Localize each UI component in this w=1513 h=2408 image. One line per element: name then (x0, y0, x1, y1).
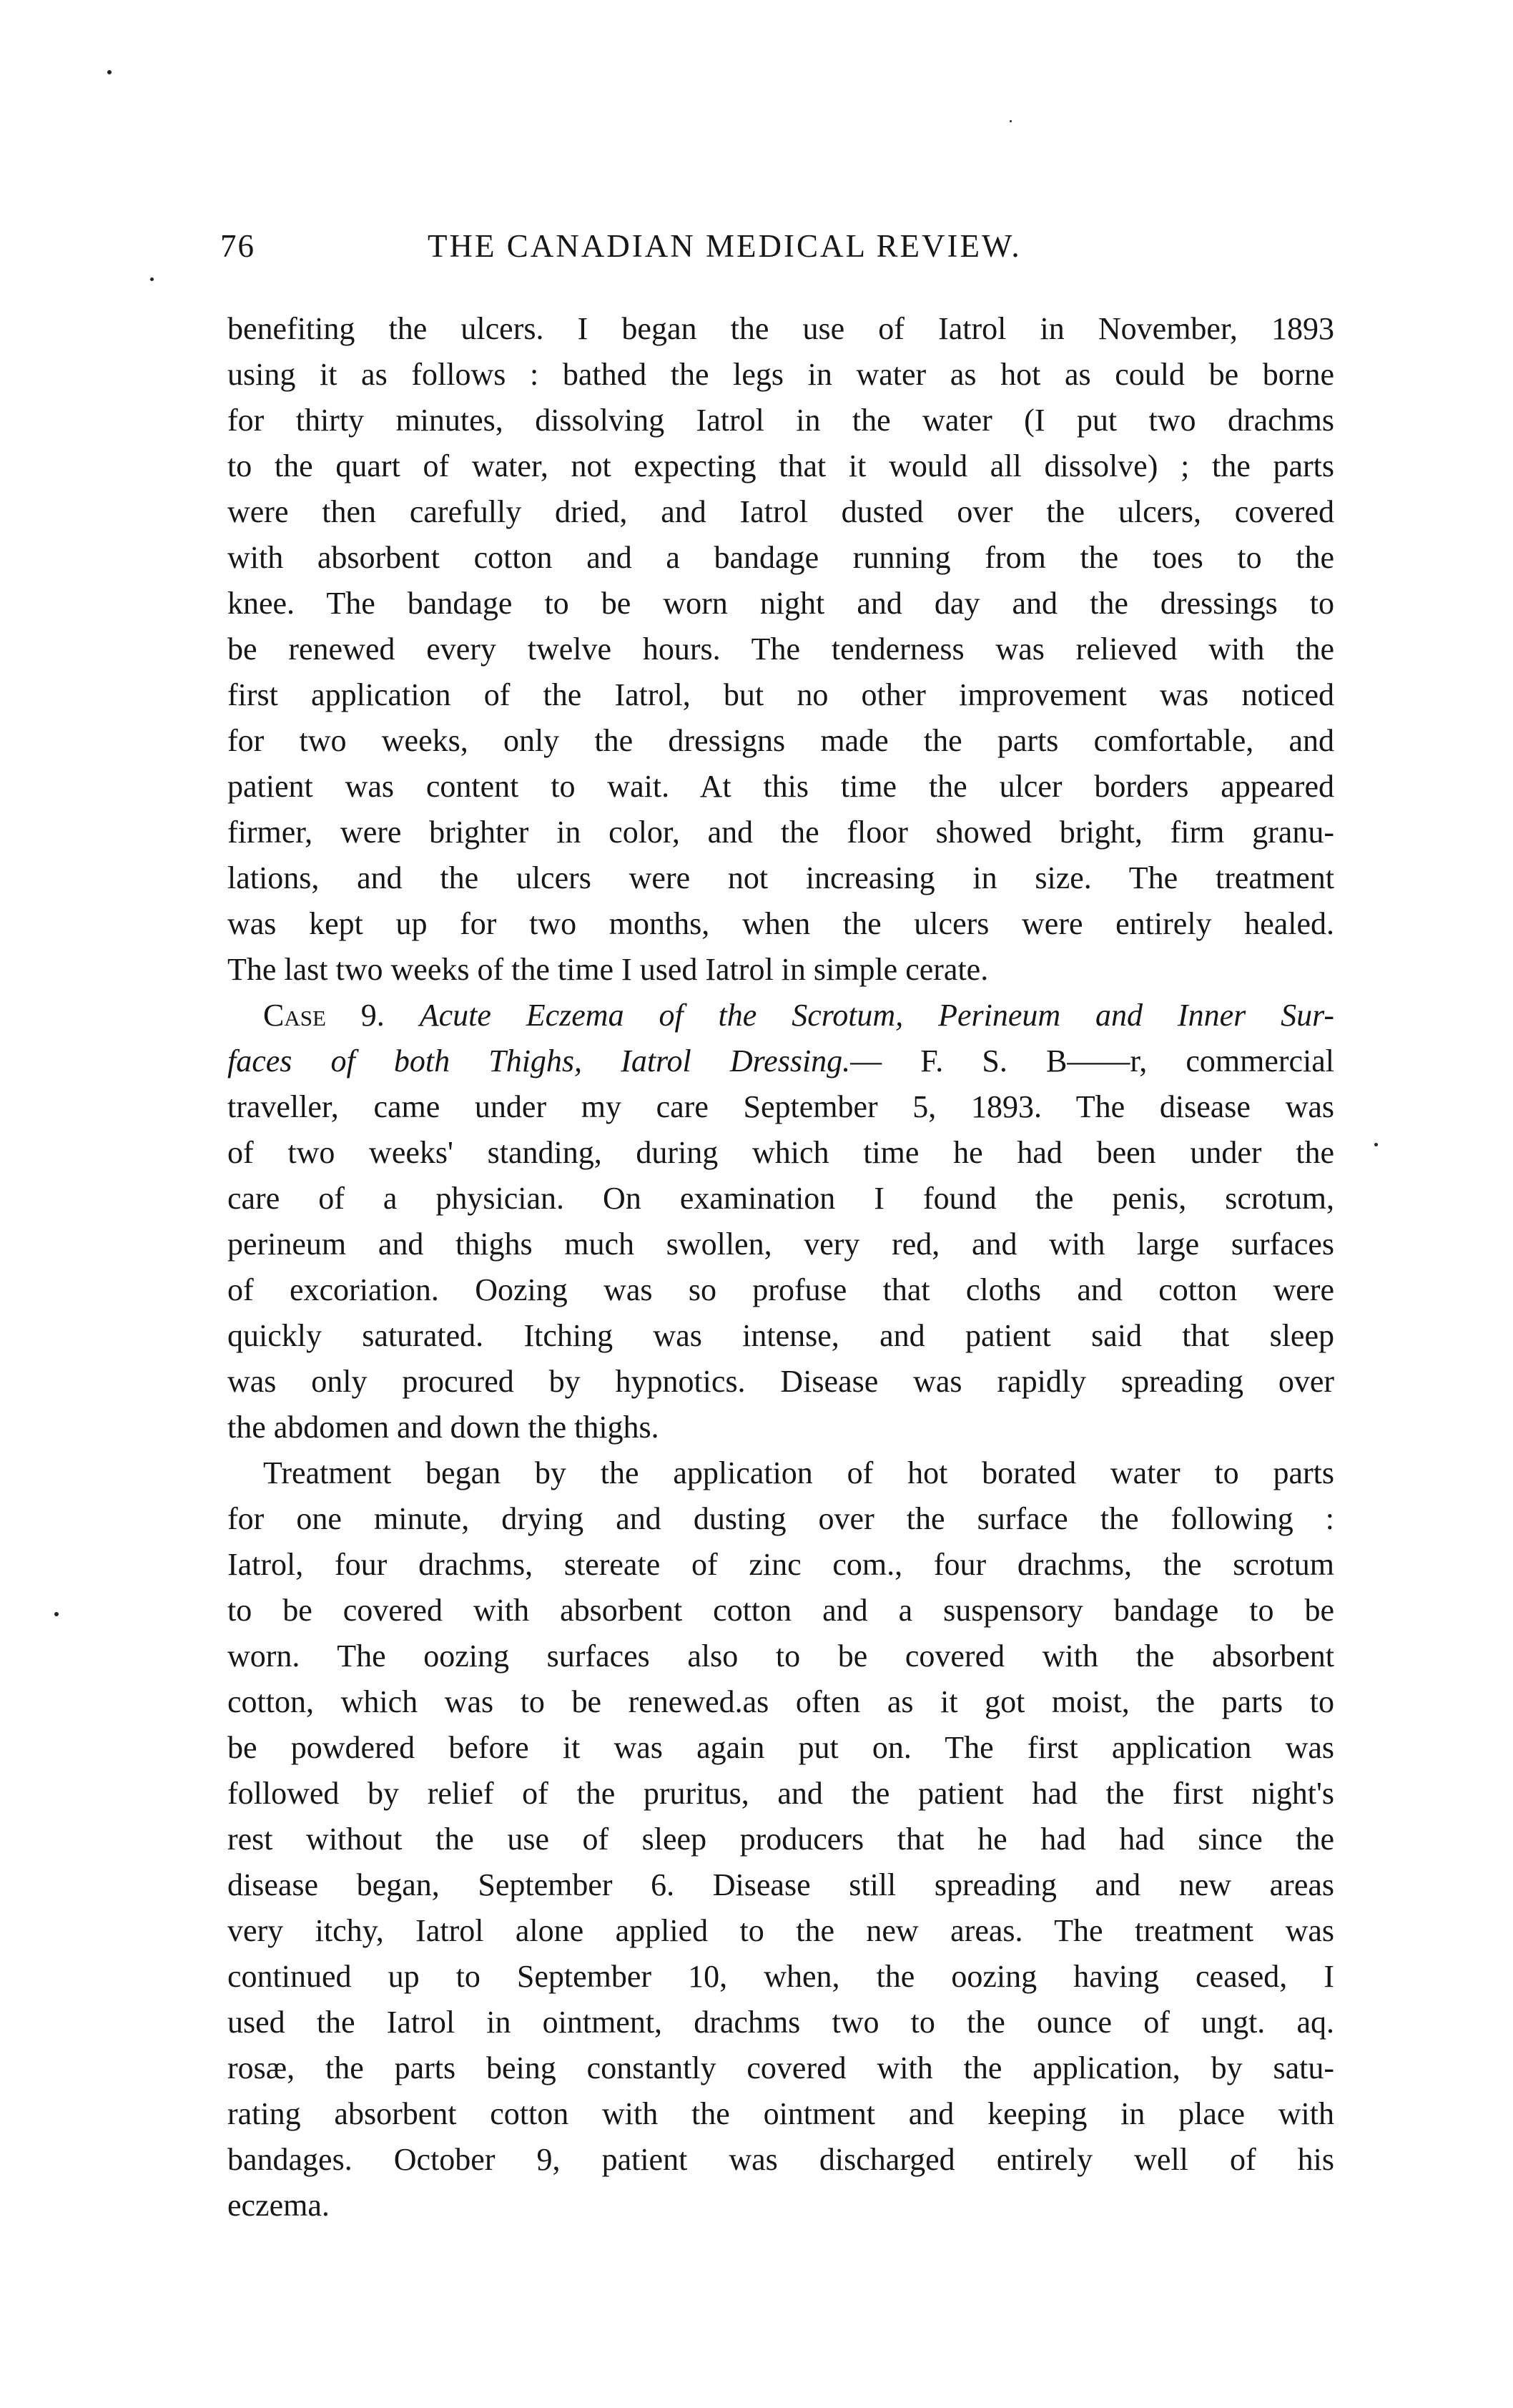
text-line: was only procured by hypnotics. Disease was rapidly spreading over (227, 1364, 1334, 1399)
case-title-continued: faces of both Thighs, Iatrol Dressing. (227, 1043, 851, 1078)
text-line: continued up to September 10, when, the oozing having ceased, I (227, 1959, 1334, 1994)
text-line: quickly saturated. Itching was intense, and patient said that sleep (227, 1318, 1334, 1353)
case-title: Acute Eczema of the Scrotum, Perineum and Inner Sur- (419, 998, 1334, 1033)
text-line: cotton, which was to be renewed.as often as it got moist, the parts to (227, 1684, 1334, 1719)
text-line: used the Iatrol in ointment, drachms two to the ounce of ungt. aq. (227, 2005, 1334, 2040)
text-line: was kept up for two months, when the ulcers were entirely healed. (227, 906, 1334, 941)
text-line: to the quart of water, not expecting that it would all dissolve) ; the parts (227, 448, 1334, 483)
margin-speck (107, 70, 112, 74)
text-line: lations, and the ulcers were not increasing in size. The treatment (227, 860, 1334, 895)
text-line: be powdered before it was again put on. The first application was (227, 1730, 1334, 1765)
text-line: with absorbent cotton and a bandage running from the toes to the (227, 540, 1334, 575)
text-line: care of a physician. On examination I found the penis, scrotum, (227, 1181, 1334, 1216)
text-line: for two weeks, only the dressigns made the parts comfortable, and (227, 723, 1334, 758)
margin-speck (54, 1612, 59, 1616)
text-line: very itchy, Iatrol alone applied to the new areas. The treatment was (227, 1913, 1334, 1948)
margin-speck (150, 277, 154, 281)
text-line: eczema. (227, 2188, 330, 2223)
text-line: knee. The bandage to be worn night and day and the dressings to (227, 586, 1334, 621)
patient-initials: — F. S. B——r, commercial (850, 1043, 1335, 1078)
text-line: using it as follows : bathed the legs in water as hot as could be borne (227, 357, 1334, 392)
text-line: bandages. October 9, patient was discharged entirely well of his (227, 2142, 1334, 2177)
text-line: first application of the Iatrol, but no other improvement was noticed (227, 677, 1334, 712)
text-line: traveller, came under my care September 5, 1893. The disease was (227, 1089, 1334, 1124)
paragraph-treatment (227, 1450, 1334, 2228)
text-line: followed by relief of the pruritus, and the patient had the first night's (227, 1776, 1334, 1811)
text-line: disease began, September 6. Disease still spreading and new areas (227, 1867, 1334, 1902)
text-line: benefiting the ulcers. I began the use of Iatrol in November, 1893 (227, 311, 1334, 346)
paragraph-1 (227, 306, 1334, 993)
text-line: rest without the use of sleep producers that he had had since the (227, 1822, 1334, 1857)
text-line: worn. The oozing surfaces also to be covered with the absorbent (227, 1638, 1334, 1674)
case-heading-line (227, 1038, 1334, 1084)
text-line: firmer, were brighter in color, and the floor showed bright, firm granu- (227, 815, 1334, 850)
text-line: rating absorbent cotton with the ointment and keeping in place with (227, 2096, 1334, 2131)
text-line: for one minute, drying and dusting over the surface the following : (227, 1501, 1334, 1536)
text-line: The last two weeks of the time I used Iatrol in simple cerate. (227, 952, 989, 987)
case-heading-line (227, 993, 1334, 1038)
margin-speck (1374, 1143, 1378, 1146)
page-header (220, 227, 1336, 270)
text-line: were then carefully dried, and Iatrol dusted over the ulcers, covered (227, 494, 1334, 529)
article-body (227, 306, 1334, 2228)
text-line: for thirty minutes, dissolving Iatrol in the water (I put two drachms (227, 403, 1334, 438)
text-line: to be covered with absorbent cotton and a suspensory bandage to be (227, 1593, 1334, 1628)
text-line: Treatment began by the application of hot borated water to parts (263, 1455, 1334, 1490)
text-line: of two weeks' standing, during which time he had been under the (227, 1135, 1334, 1170)
text-line: of excoriation. Oozing was so profuse that cloths and cotton were (227, 1272, 1334, 1307)
text-line: Iatrol, four drachms, stereate of zinc com., four drachms, the scrotum (227, 1547, 1334, 1582)
page-number: 76 (220, 228, 255, 264)
case-label: Case 9. (263, 998, 385, 1033)
text-line: perineum and thighs much swollen, very red, and with large surfaces (227, 1227, 1334, 1262)
text-line: patient was content to wait. At this time the ulcer borders appeared (227, 769, 1334, 804)
margin-speck (1010, 120, 1012, 122)
text-line: the abdomen and down the thighs. (227, 1410, 659, 1445)
text-line: be renewed every twelve hours. The tenderness was relieved with the (227, 632, 1334, 667)
text-line: rosæ, the parts being constantly covered with the application, by satu- (227, 2050, 1334, 2085)
running-title: THE CANADIAN MEDICAL REVIEW. (428, 228, 1022, 264)
paragraph-case-9 (227, 993, 1334, 1450)
